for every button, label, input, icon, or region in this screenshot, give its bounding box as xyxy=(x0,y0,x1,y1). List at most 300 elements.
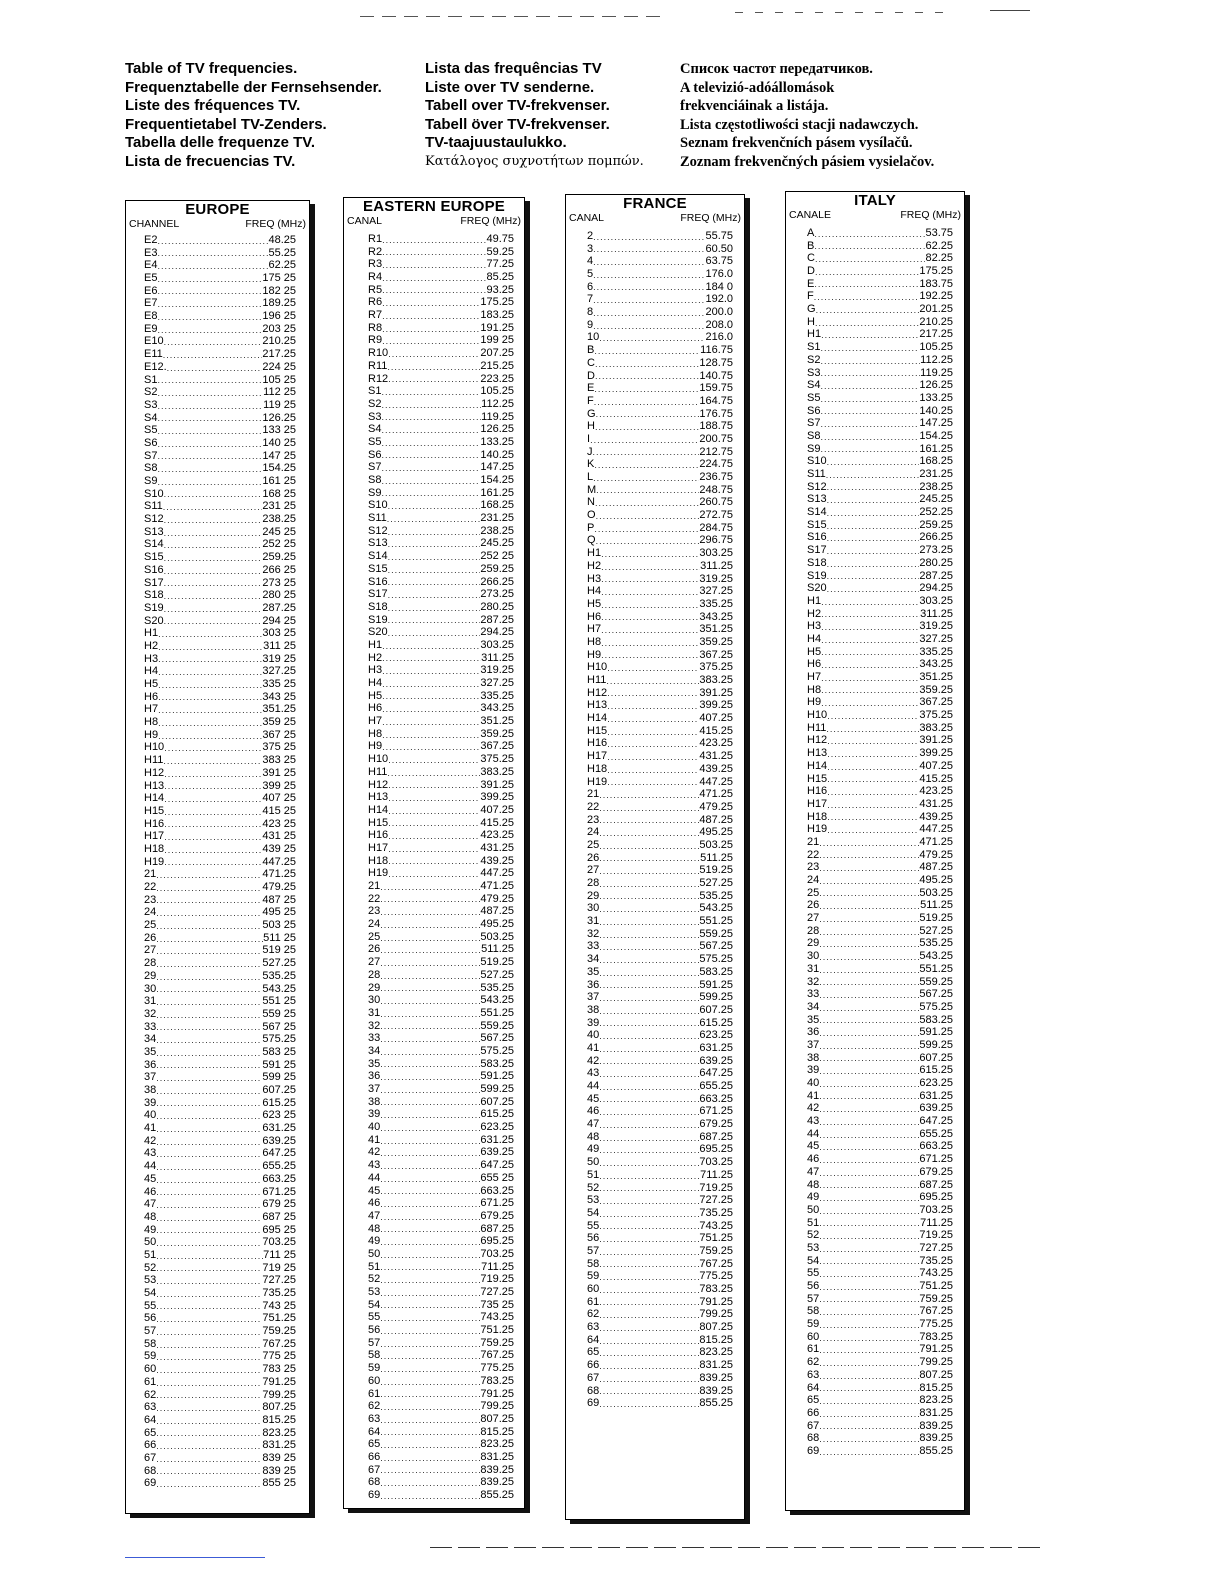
leader-dots xyxy=(167,363,263,374)
leader-dots xyxy=(596,485,699,496)
title-line: TV-taajuustaulukko. xyxy=(425,134,567,151)
table-row xyxy=(587,941,733,954)
frequency-cell: 168.25 xyxy=(480,499,514,512)
frequency-cell: 775.25 xyxy=(699,1270,733,1283)
channel-cell: 46 xyxy=(144,1185,157,1198)
channel-cell: H15 xyxy=(368,816,389,829)
frequency-cell: 695.25 xyxy=(919,1191,953,1204)
table-row xyxy=(368,1273,514,1286)
frequency-cell: 519.25 xyxy=(919,912,953,925)
channel-cell: R7 xyxy=(368,309,383,322)
table-row xyxy=(368,1489,514,1502)
channel-cell: H18 xyxy=(368,854,389,867)
table-row xyxy=(144,1414,296,1427)
leader-dots xyxy=(820,394,919,405)
table-row xyxy=(368,1159,514,1172)
channel-cell: 38 xyxy=(144,1084,157,1097)
channel-cell: 44 xyxy=(144,1160,157,1173)
leader-dots xyxy=(380,1009,480,1020)
channel-cell: 56 xyxy=(368,1324,381,1337)
channel-cell: 41 xyxy=(587,1041,600,1054)
table-row xyxy=(368,271,514,284)
frequency-cell: 671.25 xyxy=(480,1197,514,1210)
channel-cell: S11 xyxy=(144,500,163,513)
frequency-cell: 231 25 xyxy=(262,500,296,513)
channel-cell: 53 xyxy=(807,1241,820,1254)
frequency-cell: 623.25 xyxy=(480,1121,514,1134)
table-row xyxy=(587,344,733,357)
channel-cell: H7 xyxy=(807,671,822,684)
frequency-cell: 647.25 xyxy=(699,1067,733,1080)
table-row xyxy=(807,912,953,925)
frequency-cell: 272.75 xyxy=(699,509,733,522)
leader-dots xyxy=(156,1403,262,1414)
frequency-cell: 759.25 xyxy=(919,1292,953,1305)
channel-cell: H18 xyxy=(587,762,608,775)
frequency-cell: 284.75 xyxy=(699,521,733,534)
table-row xyxy=(144,1249,296,1262)
table-row xyxy=(587,890,733,903)
leader-dots xyxy=(157,413,262,424)
leader-dots xyxy=(819,1269,919,1280)
frequency-cell: 831.25 xyxy=(919,1406,953,1419)
table-row xyxy=(587,826,733,839)
frequency-cell: 447.25 xyxy=(480,867,514,880)
channel-cell: S11 xyxy=(807,468,826,481)
channel-cell: H2 xyxy=(587,559,602,572)
table-row xyxy=(807,417,953,430)
table-row xyxy=(368,1413,514,1426)
leader-dots xyxy=(380,1402,480,1413)
leader-dots xyxy=(388,603,481,614)
frequency-cell: 815.25 xyxy=(919,1381,953,1394)
table-row xyxy=(807,1128,953,1141)
frequency-cell: 647.25 xyxy=(919,1115,953,1128)
channel-cell: H5 xyxy=(368,689,383,702)
frequency-cell: 126.25 xyxy=(480,423,514,436)
channel-cell: S4 xyxy=(368,423,382,436)
leader-dots xyxy=(157,401,263,412)
channel-cell: 47 xyxy=(144,1198,157,1211)
leader-dots xyxy=(380,1364,480,1375)
titles-left xyxy=(125,60,382,171)
leader-dots xyxy=(388,501,481,512)
table-row xyxy=(144,1262,296,1275)
channel-cell: N xyxy=(587,496,595,509)
table-row xyxy=(368,1375,514,1388)
channel-cell: 28 xyxy=(807,924,820,937)
leader-dots xyxy=(601,562,700,573)
title-line: Frequentietabel TV-Zenders. xyxy=(125,115,327,133)
table-row xyxy=(144,780,296,793)
frequency-cell: 60.50 xyxy=(705,242,733,255)
table-row xyxy=(368,1134,514,1147)
frequency-cell: 210.25 xyxy=(919,315,953,328)
leader-dots xyxy=(156,946,262,957)
table-row xyxy=(807,1229,953,1242)
frequency-cell: 287.25 xyxy=(919,569,953,582)
channel-cell: 60 xyxy=(144,1363,157,1376)
channel-cell: S4 xyxy=(144,411,158,424)
frequency-cell: 703.25 xyxy=(919,1203,953,1216)
table-row xyxy=(807,887,953,900)
leader-dots xyxy=(599,1196,699,1207)
table-row xyxy=(144,539,296,552)
table-row xyxy=(587,598,733,611)
channel-cell: S3 xyxy=(807,366,821,379)
table-row xyxy=(807,773,953,786)
leader-dots xyxy=(156,1340,262,1351)
leader-dots xyxy=(156,1200,262,1211)
frequency-cell: 679 25 xyxy=(262,1198,296,1211)
channel-cell: S19 xyxy=(807,569,827,582)
channel-cell: S1 xyxy=(368,385,382,398)
leader-dots xyxy=(164,857,262,868)
frequency-cell: 519.25 xyxy=(480,956,514,969)
frequency-cell: 207.25 xyxy=(480,347,514,360)
channel-cell: C xyxy=(587,356,595,369)
leader-dots xyxy=(599,1069,699,1080)
channel-cell: R2 xyxy=(368,245,383,258)
leader-dots xyxy=(380,1224,480,1235)
frequency-cell: 487.25 xyxy=(699,813,733,826)
table-row xyxy=(807,278,953,291)
table-row xyxy=(368,741,514,754)
table-row xyxy=(144,1312,296,1325)
table-row xyxy=(807,735,953,748)
leader-dots xyxy=(601,650,699,661)
table-row xyxy=(807,709,953,722)
table-row xyxy=(587,915,733,928)
table-row xyxy=(144,1389,296,1402)
frequency-cell: 351.25 xyxy=(480,715,514,728)
table-row xyxy=(807,1014,953,1027)
leader-dots xyxy=(599,1234,699,1245)
frequency-cell: 823.25 xyxy=(262,1426,296,1439)
channel-cell: 62 xyxy=(807,1356,820,1369)
channel-cell: 32 xyxy=(368,1019,381,1032)
leader-dots xyxy=(599,1221,699,1232)
channel-cell: 48 xyxy=(368,1222,381,1235)
table-rows xyxy=(587,230,733,1410)
frequency-cell: 527.25 xyxy=(262,957,296,970)
leader-dots xyxy=(599,955,699,966)
channel-cell: 29 xyxy=(144,969,157,982)
table-row xyxy=(144,1186,296,1199)
channel-cell: 48 xyxy=(587,1130,600,1143)
frequency-cell: 839 25 xyxy=(262,1464,296,1477)
channel-cell: R3 xyxy=(368,258,383,271)
table-row xyxy=(368,360,514,373)
channel-cell: 38 xyxy=(587,1003,600,1016)
leader-dots xyxy=(156,1251,263,1262)
channel-cell: 24 xyxy=(807,874,820,887)
frequency-cell: 367.25 xyxy=(699,648,733,661)
frequency-cell: 439 25 xyxy=(262,842,296,855)
leader-dots xyxy=(388,527,481,538)
leader-dots xyxy=(827,546,920,557)
frequency-cell: 175 25 xyxy=(262,272,296,285)
leader-dots xyxy=(819,1117,919,1128)
channel-cell: 36 xyxy=(144,1058,157,1071)
frequency-cell: 375.25 xyxy=(699,661,733,674)
table-row xyxy=(807,696,953,709)
table-row xyxy=(144,1351,296,1364)
title-line: Список частот передатчиков. xyxy=(680,61,873,77)
channel-cell: S18 xyxy=(144,589,164,602)
leader-dots xyxy=(164,832,262,843)
table-row xyxy=(587,814,733,827)
frequency-cell: 639.25 xyxy=(699,1054,733,1067)
channel-cell: H1 xyxy=(144,627,159,640)
leader-dots xyxy=(599,968,699,979)
leader-dots xyxy=(593,257,705,268)
leader-dots xyxy=(819,1256,919,1267)
frequency-cell: 743.25 xyxy=(699,1219,733,1232)
table-row xyxy=(587,230,733,243)
frequency-cell: 126.25 xyxy=(919,379,953,392)
channel-cell: 5 xyxy=(587,268,594,281)
channel-cell: S6 xyxy=(807,404,821,417)
leader-dots xyxy=(156,1276,262,1287)
channel-cell: I xyxy=(587,432,591,445)
frequency-cell: 248.75 xyxy=(699,483,733,496)
table-row xyxy=(807,1026,953,1039)
frequency-cell: 252 25 xyxy=(262,538,296,551)
leader-dots xyxy=(157,439,262,450)
leader-dots xyxy=(815,254,926,265)
table-row xyxy=(587,725,733,738)
channel-cell: H1 xyxy=(807,594,822,607)
titles-middle xyxy=(425,60,644,171)
channel-cell: 67 xyxy=(144,1451,157,1464)
table-row xyxy=(587,484,733,497)
leader-dots xyxy=(157,388,263,399)
leader-dots xyxy=(599,815,699,826)
table-row xyxy=(144,1427,296,1440)
leader-dots xyxy=(380,1313,480,1324)
table-row xyxy=(368,487,514,500)
table-row xyxy=(587,1359,733,1372)
channel-cell: E11 xyxy=(144,348,163,361)
leader-dots xyxy=(599,1094,699,1105)
table-row xyxy=(807,1344,953,1357)
frequency-cell: 511.25 xyxy=(920,899,953,912)
table-row xyxy=(587,674,733,687)
leader-dots xyxy=(819,1015,919,1026)
channel-cell: E7 xyxy=(144,297,158,310)
leader-dots xyxy=(595,422,699,433)
channel-cell: 35 xyxy=(807,1013,820,1026)
channel-cell: 59 xyxy=(368,1362,381,1375)
table-row xyxy=(144,247,296,260)
table-row xyxy=(368,1400,514,1413)
leader-dots xyxy=(821,647,919,658)
frequency-cell: 407.25 xyxy=(919,759,953,772)
frequency-cell: 415.25 xyxy=(480,816,514,829)
frequency-cell: 55.75 xyxy=(705,229,733,242)
leader-dots xyxy=(821,609,920,620)
channel-cell: 41 xyxy=(144,1122,157,1135)
channel-cell: S4 xyxy=(807,379,821,392)
channel-cell: 64 xyxy=(144,1413,157,1426)
table-row xyxy=(807,329,953,342)
table-row xyxy=(368,1032,514,1045)
scan-line xyxy=(430,1547,1040,1548)
leader-dots xyxy=(164,553,263,564)
channel-cell: 34 xyxy=(807,1000,820,1013)
channel-cell: 21 xyxy=(587,788,600,801)
table-eastern-europe xyxy=(343,197,525,1509)
channel-cell: H16 xyxy=(807,785,828,798)
leader-dots xyxy=(157,248,268,259)
frequency-cell: 383.25 xyxy=(480,765,514,778)
leader-dots xyxy=(819,1079,919,1090)
channel-cell: 25 xyxy=(368,930,381,943)
table-row xyxy=(807,633,953,646)
channel-cell: H6 xyxy=(587,610,602,623)
frequency-cell: 224.75 xyxy=(699,458,733,471)
table-row xyxy=(144,754,296,767)
channel-cell: E9 xyxy=(144,322,158,335)
channel-cell: E10 xyxy=(144,335,164,348)
leader-dots xyxy=(156,1137,262,1148)
channel-cell: 57 xyxy=(144,1325,157,1338)
table-row xyxy=(144,1084,296,1097)
leader-dots xyxy=(381,463,480,474)
table-row xyxy=(144,653,296,666)
channel-cell: E xyxy=(807,277,815,290)
channel-cell: 40 xyxy=(807,1077,820,1090)
leader-dots xyxy=(388,793,480,804)
table-row xyxy=(368,804,514,817)
leader-dots xyxy=(380,1110,480,1121)
leader-dots xyxy=(380,1072,480,1083)
table-row xyxy=(144,1452,296,1465)
frequency-cell: 839.25 xyxy=(699,1371,733,1384)
table-row xyxy=(807,1217,953,1230)
channel-cell: E4 xyxy=(144,259,158,272)
frequency-cell: 839.25 xyxy=(919,1432,953,1445)
channel-cell: S6 xyxy=(144,436,158,449)
channel-cell: 24 xyxy=(368,918,381,931)
frequency-cell: 751.25 xyxy=(699,1232,733,1245)
table-row xyxy=(144,462,296,475)
table-row xyxy=(144,1477,296,1490)
channel-cell: 31 xyxy=(368,1006,381,1019)
channel-cell: F xyxy=(807,290,814,303)
table-row xyxy=(807,290,953,303)
leader-dots xyxy=(827,711,919,722)
channel-cell: 55 xyxy=(587,1219,600,1232)
channel-cell: 56 xyxy=(807,1280,820,1293)
channel-cell: S1 xyxy=(144,373,158,386)
channel-cell: 21 xyxy=(368,880,381,893)
table-row xyxy=(807,443,953,456)
table-row xyxy=(587,319,733,332)
channel-cell: 62 xyxy=(144,1388,157,1401)
channel-cell: S14 xyxy=(807,506,827,519)
leader-dots xyxy=(827,749,919,760)
frequency-cell: 183.25 xyxy=(480,309,514,322)
leader-dots xyxy=(815,318,919,329)
table-row xyxy=(807,405,953,418)
table-row xyxy=(368,994,514,1007)
leader-dots xyxy=(599,1082,699,1093)
leader-dots xyxy=(380,1047,480,1058)
channel-cell: 24 xyxy=(587,826,600,839)
column-header-channel: CANALE xyxy=(789,209,832,221)
channel-cell: H18 xyxy=(144,842,165,855)
frequency-cell: 719.25 xyxy=(919,1229,953,1242)
leader-dots xyxy=(156,870,262,881)
leader-dots xyxy=(380,1237,480,1248)
table-row xyxy=(807,455,953,468)
frequency-cell: 567 25 xyxy=(262,1020,296,1033)
table-row xyxy=(587,332,733,345)
frequency-cell: 294.25 xyxy=(919,582,953,595)
frequency-cell: 495 25 xyxy=(262,906,296,919)
frequency-cell: 259.25 xyxy=(262,551,296,564)
frequency-cell: 327.25 xyxy=(699,585,733,598)
frequency-cell: 161.25 xyxy=(919,442,953,455)
table-row xyxy=(144,665,296,678)
channel-cell: Q xyxy=(587,534,596,547)
leader-dots xyxy=(607,765,699,776)
leader-dots xyxy=(380,1300,480,1311)
channel-cell: 49 xyxy=(807,1191,820,1204)
leader-dots xyxy=(599,1158,699,1169)
frequency-cell: 519.25 xyxy=(699,864,733,877)
frequency-cell: 216.0 xyxy=(705,331,733,344)
leader-dots xyxy=(380,1136,480,1147)
leader-dots xyxy=(819,1409,919,1420)
channel-cell: S5 xyxy=(144,424,158,437)
table-row xyxy=(368,1172,514,1185)
leader-dots xyxy=(388,844,480,855)
table-row xyxy=(144,995,296,1008)
leader-dots xyxy=(601,600,699,611)
channel-cell: H13 xyxy=(587,699,608,712)
leader-dots xyxy=(599,1247,699,1258)
table-row xyxy=(587,255,733,268)
frequency-cell: 375.25 xyxy=(480,753,514,766)
leader-dots xyxy=(156,1479,262,1490)
title-line: Liste des fréquences TV. xyxy=(125,97,301,114)
leader-dots xyxy=(819,1320,919,1331)
channel-cell: H9 xyxy=(587,648,602,661)
frequency-cell: 599 25 xyxy=(262,1071,296,1084)
channel-cell: 44 xyxy=(368,1171,381,1184)
frequency-cell: 583.25 xyxy=(480,1057,514,1070)
frequency-cell: 154.25 xyxy=(919,429,953,442)
frequency-cell: 447.25 xyxy=(919,823,953,836)
channel-cell: 68 xyxy=(144,1464,157,1477)
frequency-cell: 128.75 xyxy=(699,356,733,369)
leader-dots xyxy=(594,384,699,395)
table-row xyxy=(368,550,514,563)
channel-cell: 60 xyxy=(368,1374,381,1387)
channel-cell: H17 xyxy=(144,830,165,843)
leader-dots xyxy=(819,1231,919,1242)
frequency-cell: 527.25 xyxy=(480,968,514,981)
table-row xyxy=(587,1017,733,1030)
frequency-cell: 175.25 xyxy=(480,296,514,309)
frequency-cell: 783.25 xyxy=(480,1374,514,1387)
channel-cell: H11 xyxy=(807,721,827,734)
table-row xyxy=(587,1080,733,1093)
leader-dots xyxy=(594,397,700,408)
